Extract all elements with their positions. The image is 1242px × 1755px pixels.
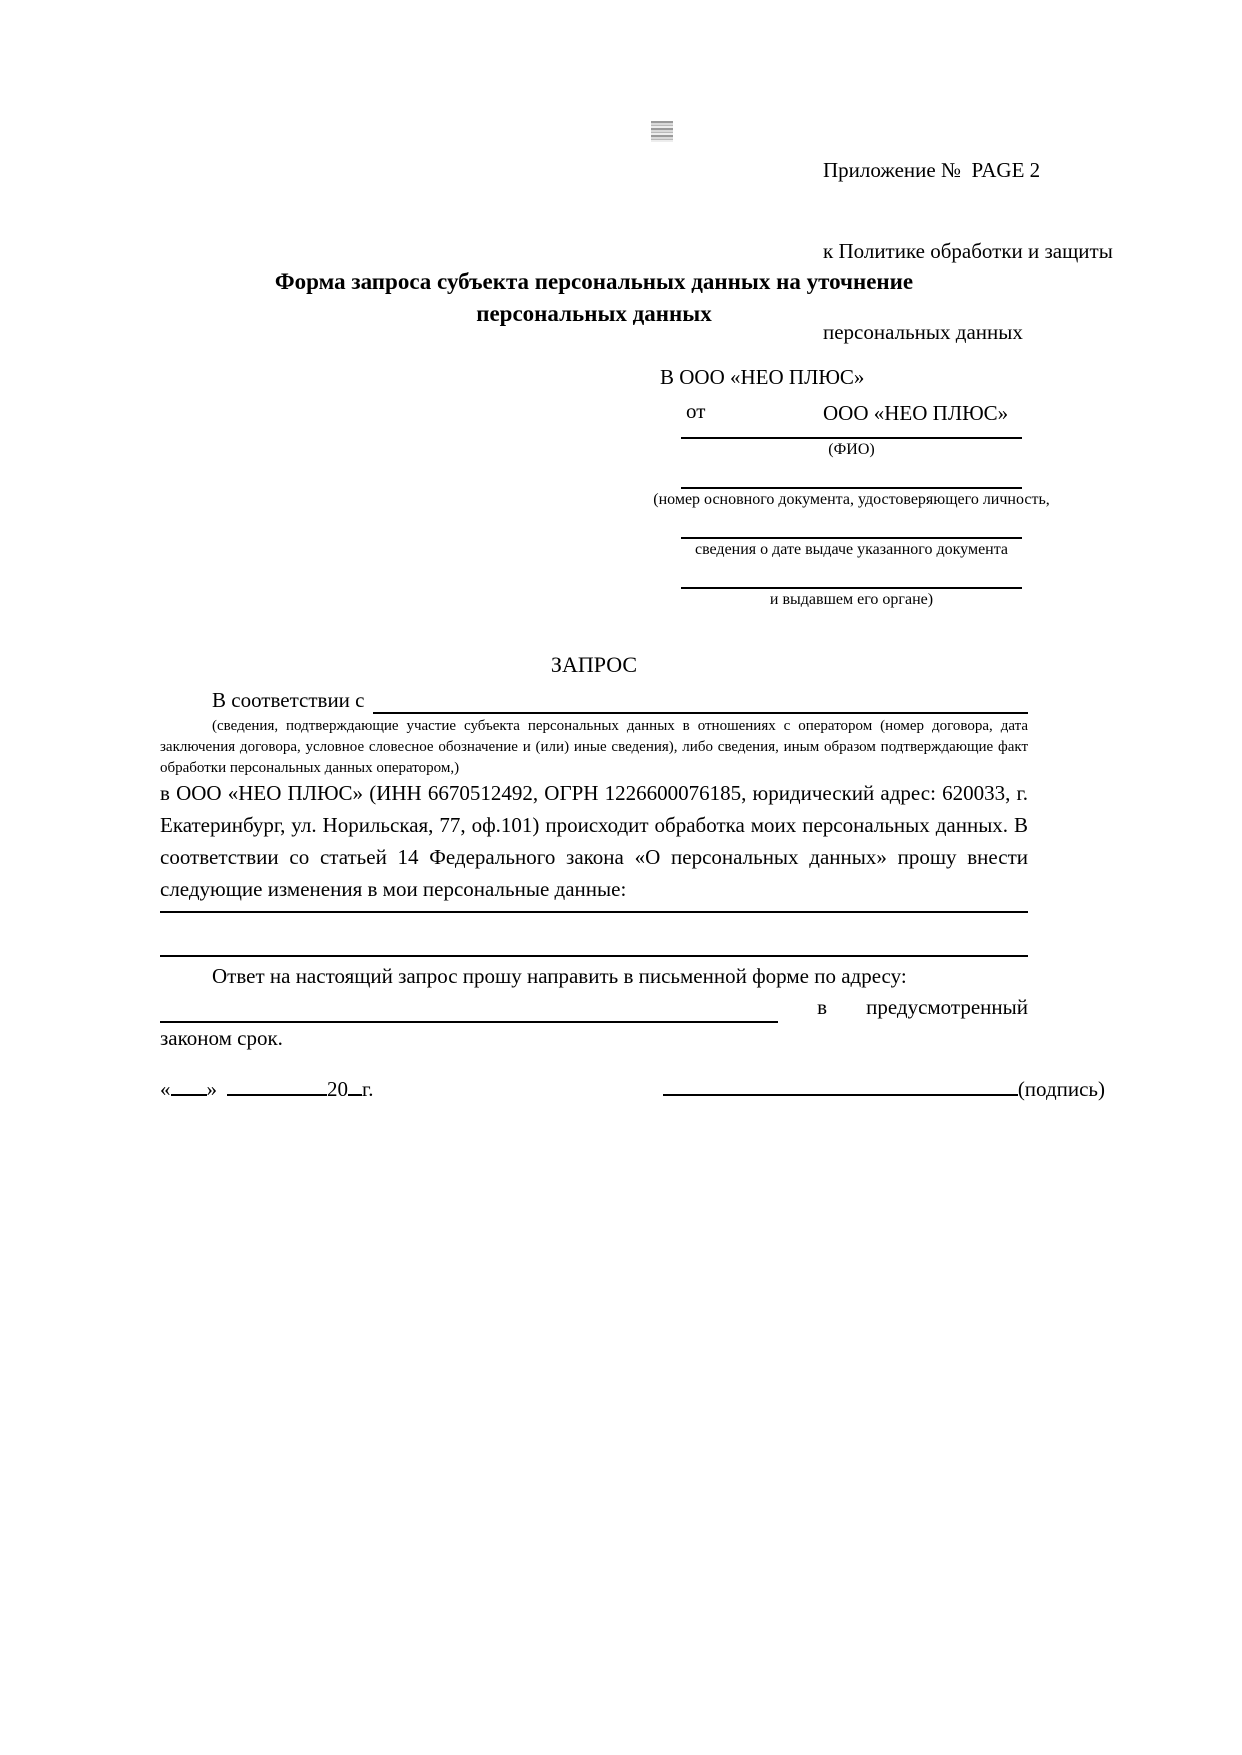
- appendix-header-line: Приложение № PAGE 2: [823, 158, 1041, 182]
- date-day-blank-line: [171, 1072, 207, 1096]
- request-lead-blank-line: [373, 688, 1029, 714]
- address-blank-line: [160, 995, 778, 1023]
- signature-blank-line: [663, 1072, 1018, 1096]
- document-number-blank-line: [681, 461, 1022, 489]
- appendix-header-line: к Политике обработки и защиты: [823, 239, 1113, 263]
- response-word-v: в: [817, 995, 828, 1019]
- issuing-authority-field: [681, 561, 1022, 611]
- response-word-predusmotrennyi: предусмотренный: [866, 995, 1028, 1019]
- request-body-paragraph: в ООО «НЕО ПЛЮС» (ИНН 6670512492, ОГРН 1226600076185, юридический адрес: 620033, г. Екатеринбург, ул. Норильская, 77, оф.101) происходит обработка моих персональных данных. В соответствии со статьей 14 Федерального закона «О персональных данных» прошу внести следующие изменения в мои персональные данные:: [160, 781, 1028, 901]
- fio-blank-line: [681, 425, 1022, 439]
- document-title-line1: Форма запроса субъекта персональных данных на уточнение: [274, 269, 914, 294]
- document-number-caption: (номер основного документа, удостоверяющего личность,: [653, 491, 1050, 508]
- issuing-authority-caption: и выдавшем его органе): [769, 591, 934, 608]
- date-year-blank-line: [348, 1072, 362, 1096]
- document-title-line2: персональных данных: [476, 301, 712, 326]
- addressee-to: В ООО «НЕО ПЛЮС»: [660, 365, 865, 389]
- signature-row: [160, 1072, 1105, 1104]
- request-lead-text: В соответствии с: [212, 688, 365, 712]
- issuing-authority-blank-line: [681, 561, 1022, 589]
- fio-caption: (ФИО): [828, 441, 875, 458]
- date-group: [160, 1072, 374, 1104]
- fio-field: [681, 425, 1022, 461]
- response-lead: Ответ на настоящий запрос прошу направить в письменной форме по адресу:: [212, 964, 907, 988]
- document-number-field: [653, 461, 1050, 511]
- request-lead-line: [160, 686, 1028, 714]
- field-code-icon: [651, 121, 673, 142]
- date-year-suffix: г.: [362, 1077, 374, 1101]
- appendix-header-line: ООО «НЕО ПЛЮС»: [823, 401, 1009, 425]
- appendix-header-line: персональных данных: [823, 320, 1023, 344]
- request-heading: ЗАПРОС: [550, 652, 638, 677]
- issue-date-field: [681, 511, 1022, 561]
- response-block: [160, 961, 1028, 1054]
- document-title: [160, 266, 1028, 330]
- date-year-prefix: 20: [327, 1077, 348, 1101]
- date-month-blank-line: [227, 1072, 327, 1096]
- date-open-quote: «: [160, 1077, 171, 1101]
- changes-blank-line-2: [160, 955, 1028, 957]
- issue-date-blank-line: [681, 511, 1022, 539]
- addressee-from-label: от: [686, 399, 706, 423]
- request-footnote: (сведения, подтверждающие участие субъекта персональных данных в отношениях с оператором (номер договора, дата заключения договора, условное словесное обозначение и (или) иные сведения), либо сведения, иным образом подтверждающие факт обработки персональных данных оператором,): [160, 718, 1028, 776]
- addressee-block: [653, 364, 1050, 611]
- date-close-quote: »: [206, 1077, 217, 1101]
- issue-date-caption: сведения о дате выдаче указанного документа: [694, 541, 1009, 558]
- changes-blank-line-1: [160, 911, 1028, 913]
- signature-group: [663, 1072, 1105, 1104]
- response-address-line: [160, 992, 1028, 1023]
- signature-caption: (подпись): [1017, 1077, 1105, 1101]
- response-tail: законом срок.: [160, 1026, 283, 1050]
